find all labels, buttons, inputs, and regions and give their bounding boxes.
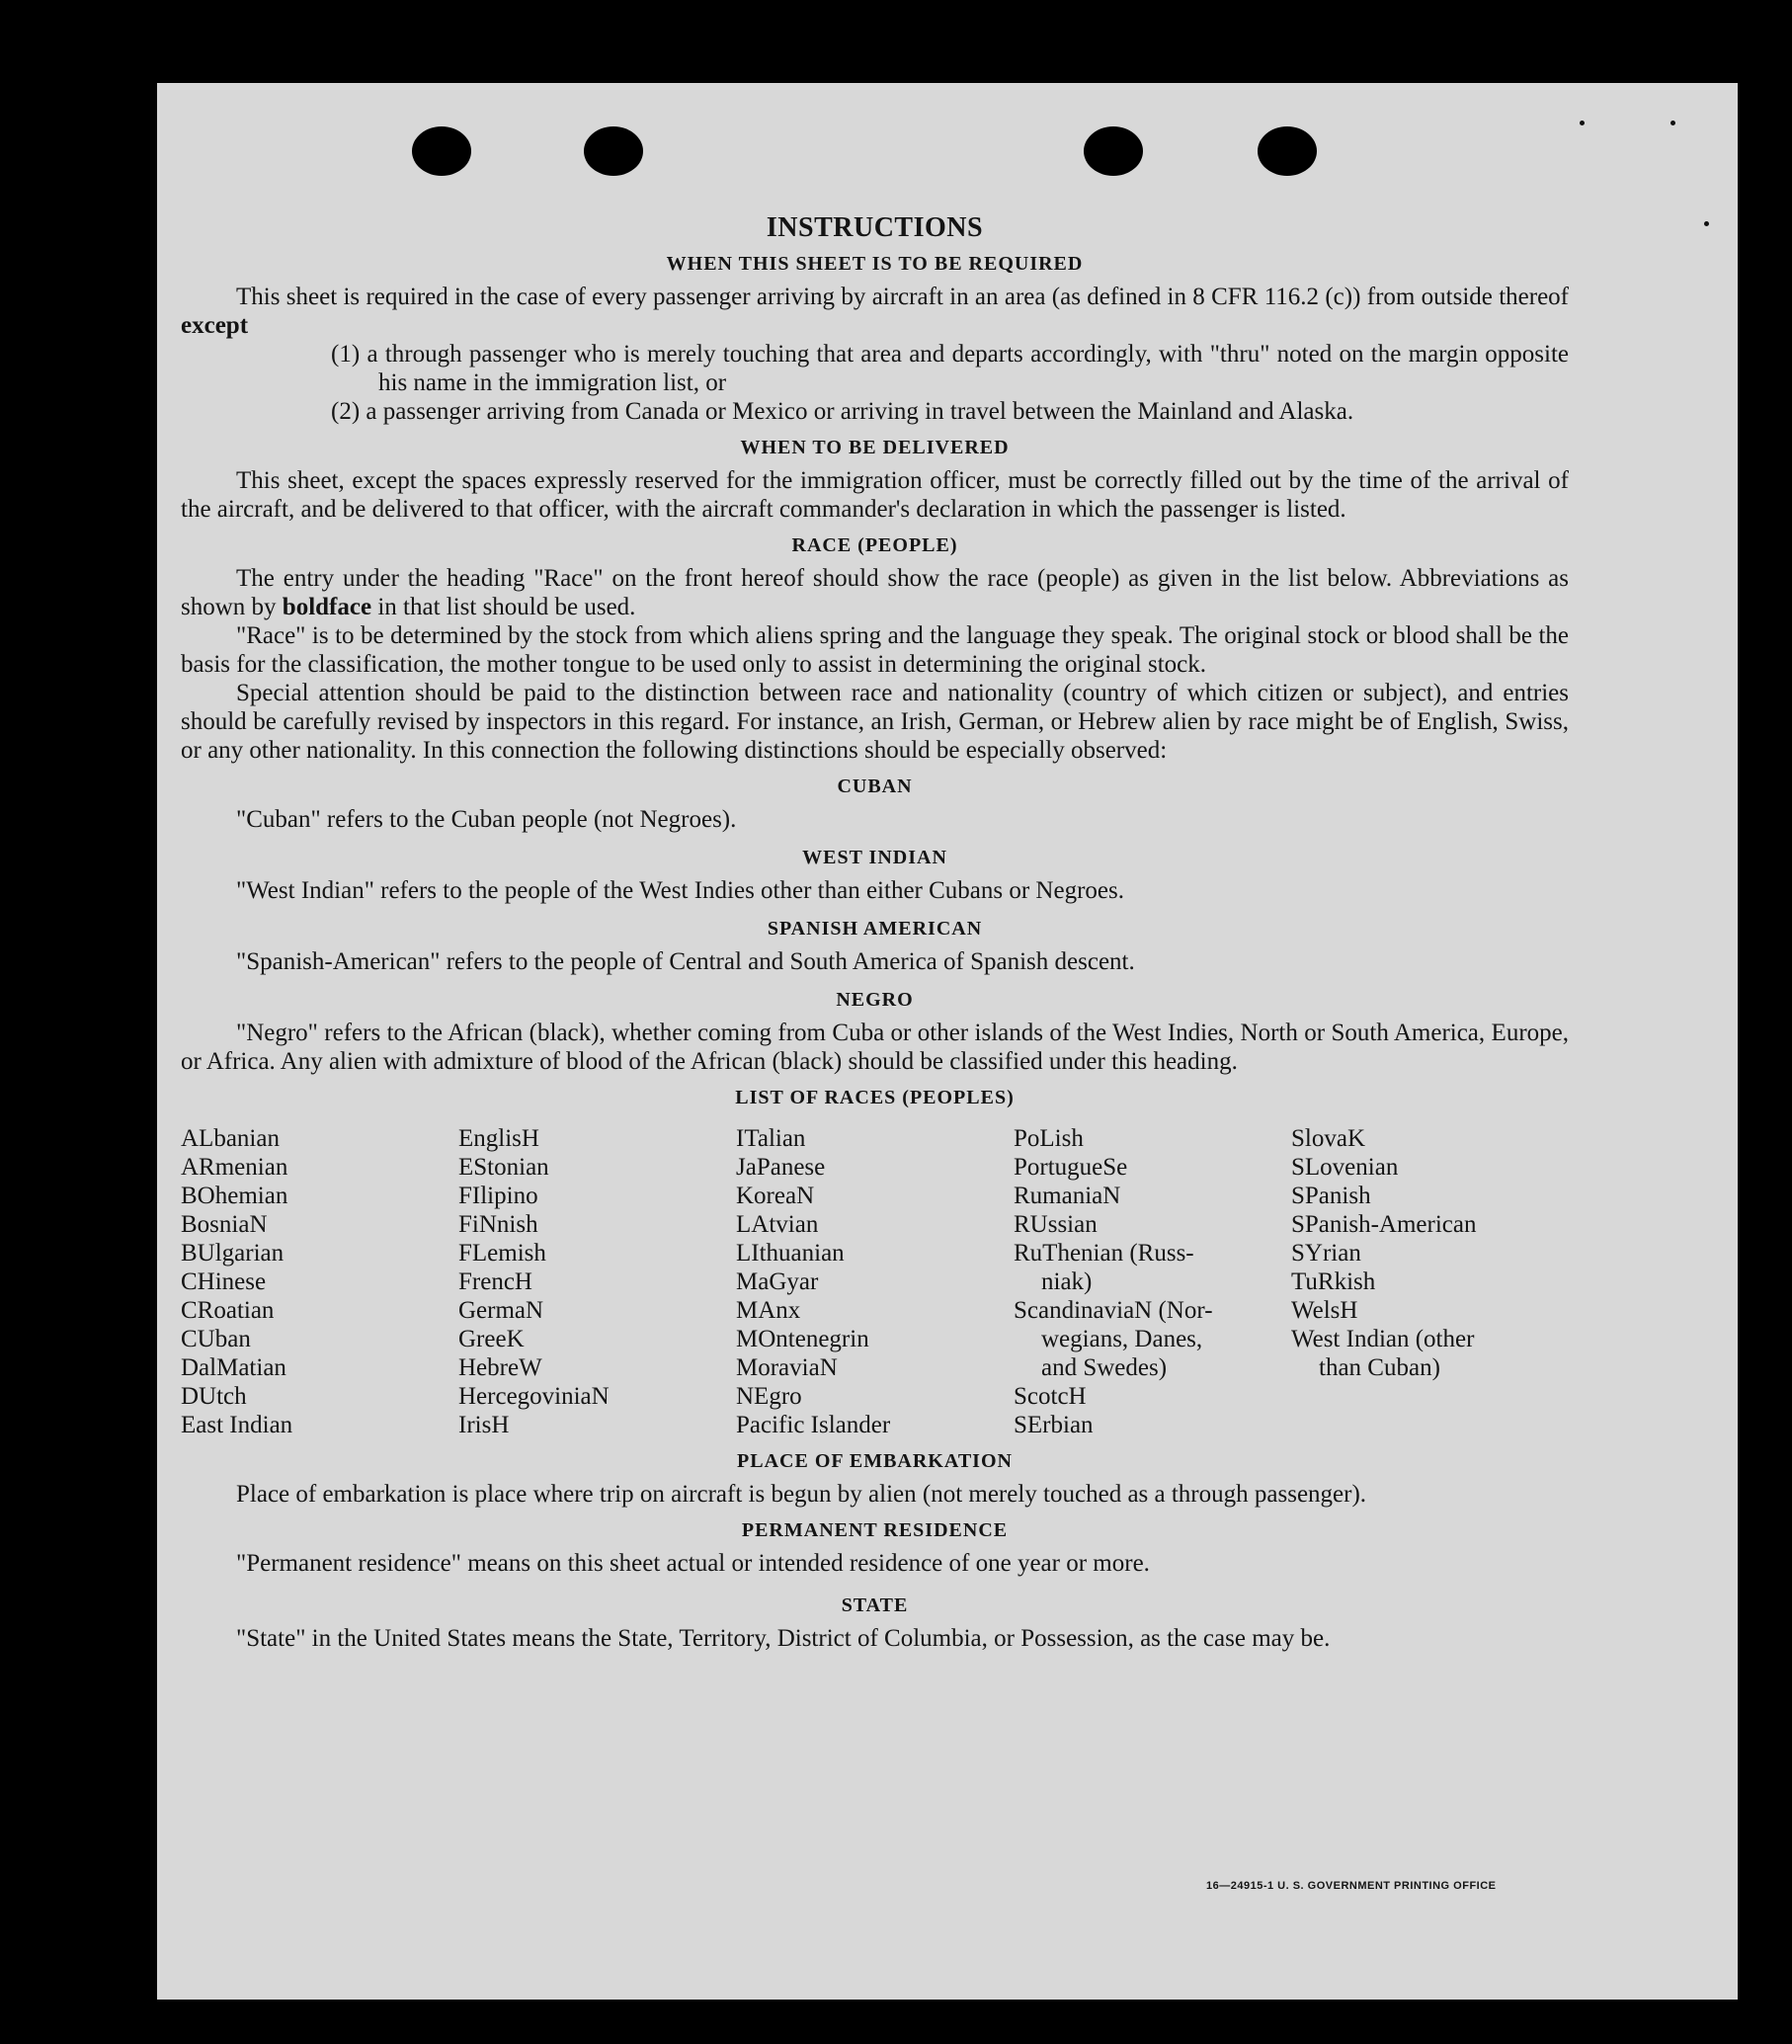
heading-state: STATE <box>841 1594 909 1616</box>
item-text: a passenger arriving from Canada or Mexico or arriving in travel between the Mainland and Alaska. <box>366 398 1354 425</box>
list-item <box>181 397 1569 426</box>
race-item: RumaniaN <box>1014 1183 1121 1209</box>
race-item: SLovenian <box>1291 1154 1399 1181</box>
text: in that list should be used. <box>377 594 636 620</box>
paragraph-west-indian: "West Indian" refers to the people of the West Indies other than either Cubans or Negroes. <box>236 877 1124 904</box>
paragraph-residence: "Permanent residence" means on this sheet actual or intended residence of one year or more. <box>236 1550 1150 1577</box>
race-item: ARmenian <box>181 1154 288 1181</box>
race-item: FrencH <box>458 1268 532 1295</box>
race-item: JaPanese <box>736 1154 826 1181</box>
list-item <box>181 340 1569 397</box>
race-item: MaGyar <box>736 1268 819 1295</box>
race-item: than Cuban) <box>1319 1354 1440 1381</box>
race-item: CUban <box>181 1326 251 1352</box>
race-item: LIthuanian <box>736 1240 845 1267</box>
paragraph-race-3: Special attention should be paid to the distinction between race and nationality (country of which citizen or subject), and entries should be carefully revised by inspectors in this regard. For instance, an Irish, German, or Hebrew alien by race might be of English, Swiss, or any other nationality. In this connection the following distinctions should be especially observed: <box>181 680 1569 764</box>
heading-race: RACE (PEOPLE) <box>791 534 958 556</box>
race-item: FLemish <box>458 1240 546 1267</box>
race-item: RuThenian (Russ- <box>1014 1240 1194 1267</box>
paragraph-race-1 <box>181 564 1569 621</box>
heading-residence: PERMANENT RESIDENCE <box>741 1519 1009 1541</box>
heading-cuban: CUBAN <box>837 776 913 797</box>
race-item: NEgro <box>736 1383 802 1410</box>
race-item: BOhemian <box>181 1183 288 1209</box>
race-item: SPanish-American <box>1291 1211 1477 1238</box>
bold-text: boldface <box>282 594 372 620</box>
race-item: GreeK <box>458 1326 525 1352</box>
printer-code: 16—24915-1 U. S. GOVERNMENT PRINTING OFFICE <box>1206 1880 1497 1892</box>
race-item: ALbanian <box>181 1125 280 1152</box>
race-item: FIlipino <box>458 1183 538 1209</box>
document-sheet <box>157 83 1738 2000</box>
race-item: West Indian (other <box>1291 1326 1475 1352</box>
race-item: SPanish <box>1291 1183 1371 1209</box>
race-item: MoraviaN <box>736 1354 838 1381</box>
race-item: SYrian <box>1291 1240 1361 1267</box>
race-item: RUssian <box>1014 1211 1098 1238</box>
paragraph-negro: "Negro" refers to the African (black), whether coming from Cuba or other islands of the West Indies, North or South America, Europe, or Africa. Any alien with admixture of blood of the African (black) should be classified under this heading. <box>181 1020 1569 1075</box>
paragraph-spanish-american: "Spanish-American" refers to the people of Central and South America of Spanish descent. <box>236 948 1135 975</box>
races-list <box>181 1124 1569 1439</box>
heading-negro: NEGRO <box>836 989 914 1011</box>
heading-when-delivered: WHEN TO BE DELIVERED <box>740 437 1010 458</box>
race-item: niak) <box>1041 1268 1093 1295</box>
heading-when-required: WHEN THIS SHEET IS TO BE REQUIRED <box>666 253 1084 275</box>
race-item: DUtch <box>181 1383 247 1410</box>
race-item: SErbian <box>1014 1412 1094 1438</box>
race-item: IrisH <box>458 1412 510 1438</box>
race-item: CHinese <box>181 1268 267 1295</box>
race-item: DalMatian <box>181 1354 286 1381</box>
race-item: East Indian <box>181 1412 293 1438</box>
race-item: LAtvian <box>736 1211 819 1238</box>
punch-hole <box>584 126 643 176</box>
instructions-content <box>181 213 1569 1653</box>
text: This sheet is required in the case of every passenger arriving by aircraft in an area (as defined in 8 CFR 116.2 (c)) from outside thereof <box>236 284 1569 310</box>
race-item: KoreaN <box>736 1183 815 1209</box>
race-item: HercegoviniaN <box>458 1383 610 1410</box>
races-column <box>736 1124 1014 1439</box>
races-column <box>1291 1124 1569 1439</box>
heading-west-indian: WEST INDIAN <box>802 847 947 868</box>
race-item: ScandinaviaN (Nor- <box>1014 1297 1213 1324</box>
race-item: EnglisH <box>458 1125 539 1152</box>
item-number: (2) <box>331 398 361 425</box>
text: The entry under the heading "Race" on the front hereof should show the race (people) as given in the list below. Abbreviations as shown by <box>181 565 1569 620</box>
race-item: BosniaN <box>181 1211 268 1238</box>
race-item: PortugueSe <box>1014 1154 1128 1181</box>
page-title: INSTRUCTIONS <box>766 212 984 243</box>
race-item: Pacific Islander <box>736 1412 891 1438</box>
race-item: SlovaK <box>1291 1125 1365 1152</box>
race-item: and Swedes) <box>1041 1354 1168 1381</box>
race-item: MAnx <box>736 1297 801 1324</box>
race-item: ScotcH <box>1014 1383 1087 1410</box>
race-item: wegians, Danes, <box>1041 1326 1203 1352</box>
race-item: FiNnish <box>458 1211 538 1238</box>
paragraph-cuban: "Cuban" refers to the Cuban people (not Negroes). <box>236 806 737 833</box>
races-column <box>181 1124 458 1439</box>
heading-embarkation: PLACE OF EMBARKATION <box>737 1450 1013 1472</box>
races-column <box>458 1124 736 1439</box>
race-item: EStonian <box>458 1154 549 1181</box>
item-number: (1) <box>331 341 361 368</box>
paragraph-when-delivered: This sheet, except the spaces expressly reserved for the immigration officer, must be correctly filled out by the time of the arrival of the aircraft, and be delivered to that officer, with the aircraft commander's declaration in which the passenger is listed. <box>181 467 1569 523</box>
race-item: MOntenegrin <box>736 1326 869 1352</box>
race-item: BUlgarian <box>181 1240 285 1267</box>
paragraph-state: "State" in the United States means the State, Territory, District of Columbia, or Possession, as the case may be. <box>236 1625 1331 1652</box>
speck <box>1670 121 1675 125</box>
heading-list-of-races: LIST OF RACES (PEOPLES) <box>735 1087 1015 1108</box>
race-item: ITalian <box>736 1125 806 1152</box>
speck <box>1580 121 1585 125</box>
race-item: HebreW <box>458 1354 542 1381</box>
item-text: a through passenger who is merely touching that area and departs accordingly, with "thru" noted on the margin opposite his name in the immigration list, or <box>367 341 1569 396</box>
heading-spanish-american: SPANISH AMERICAN <box>767 918 983 940</box>
punch-hole <box>1258 126 1317 176</box>
punch-hole <box>412 126 471 176</box>
bold-text: except <box>181 312 249 339</box>
paragraph-embarkation: Place of embarkation is place where trip on aircraft is begun by alien (not merely touched as a through passenger). <box>236 1481 1367 1508</box>
race-item: CRoatian <box>181 1297 275 1324</box>
speck <box>1704 221 1709 226</box>
race-item: PoLish <box>1014 1125 1084 1152</box>
paragraph-race-2: "Race" is to be determined by the stock from which aliens spring and the language they speak. The original stock or blood shall be the basis for the classification, the mother tongue to be used only to assist in determining the original stock. <box>181 622 1569 678</box>
race-item: TuRkish <box>1291 1268 1376 1295</box>
race-item: GermaN <box>458 1297 544 1324</box>
races-column <box>1014 1124 1291 1439</box>
race-item: WelsH <box>1291 1297 1358 1324</box>
paragraph-when-required <box>181 283 1569 340</box>
punch-hole <box>1084 126 1143 176</box>
